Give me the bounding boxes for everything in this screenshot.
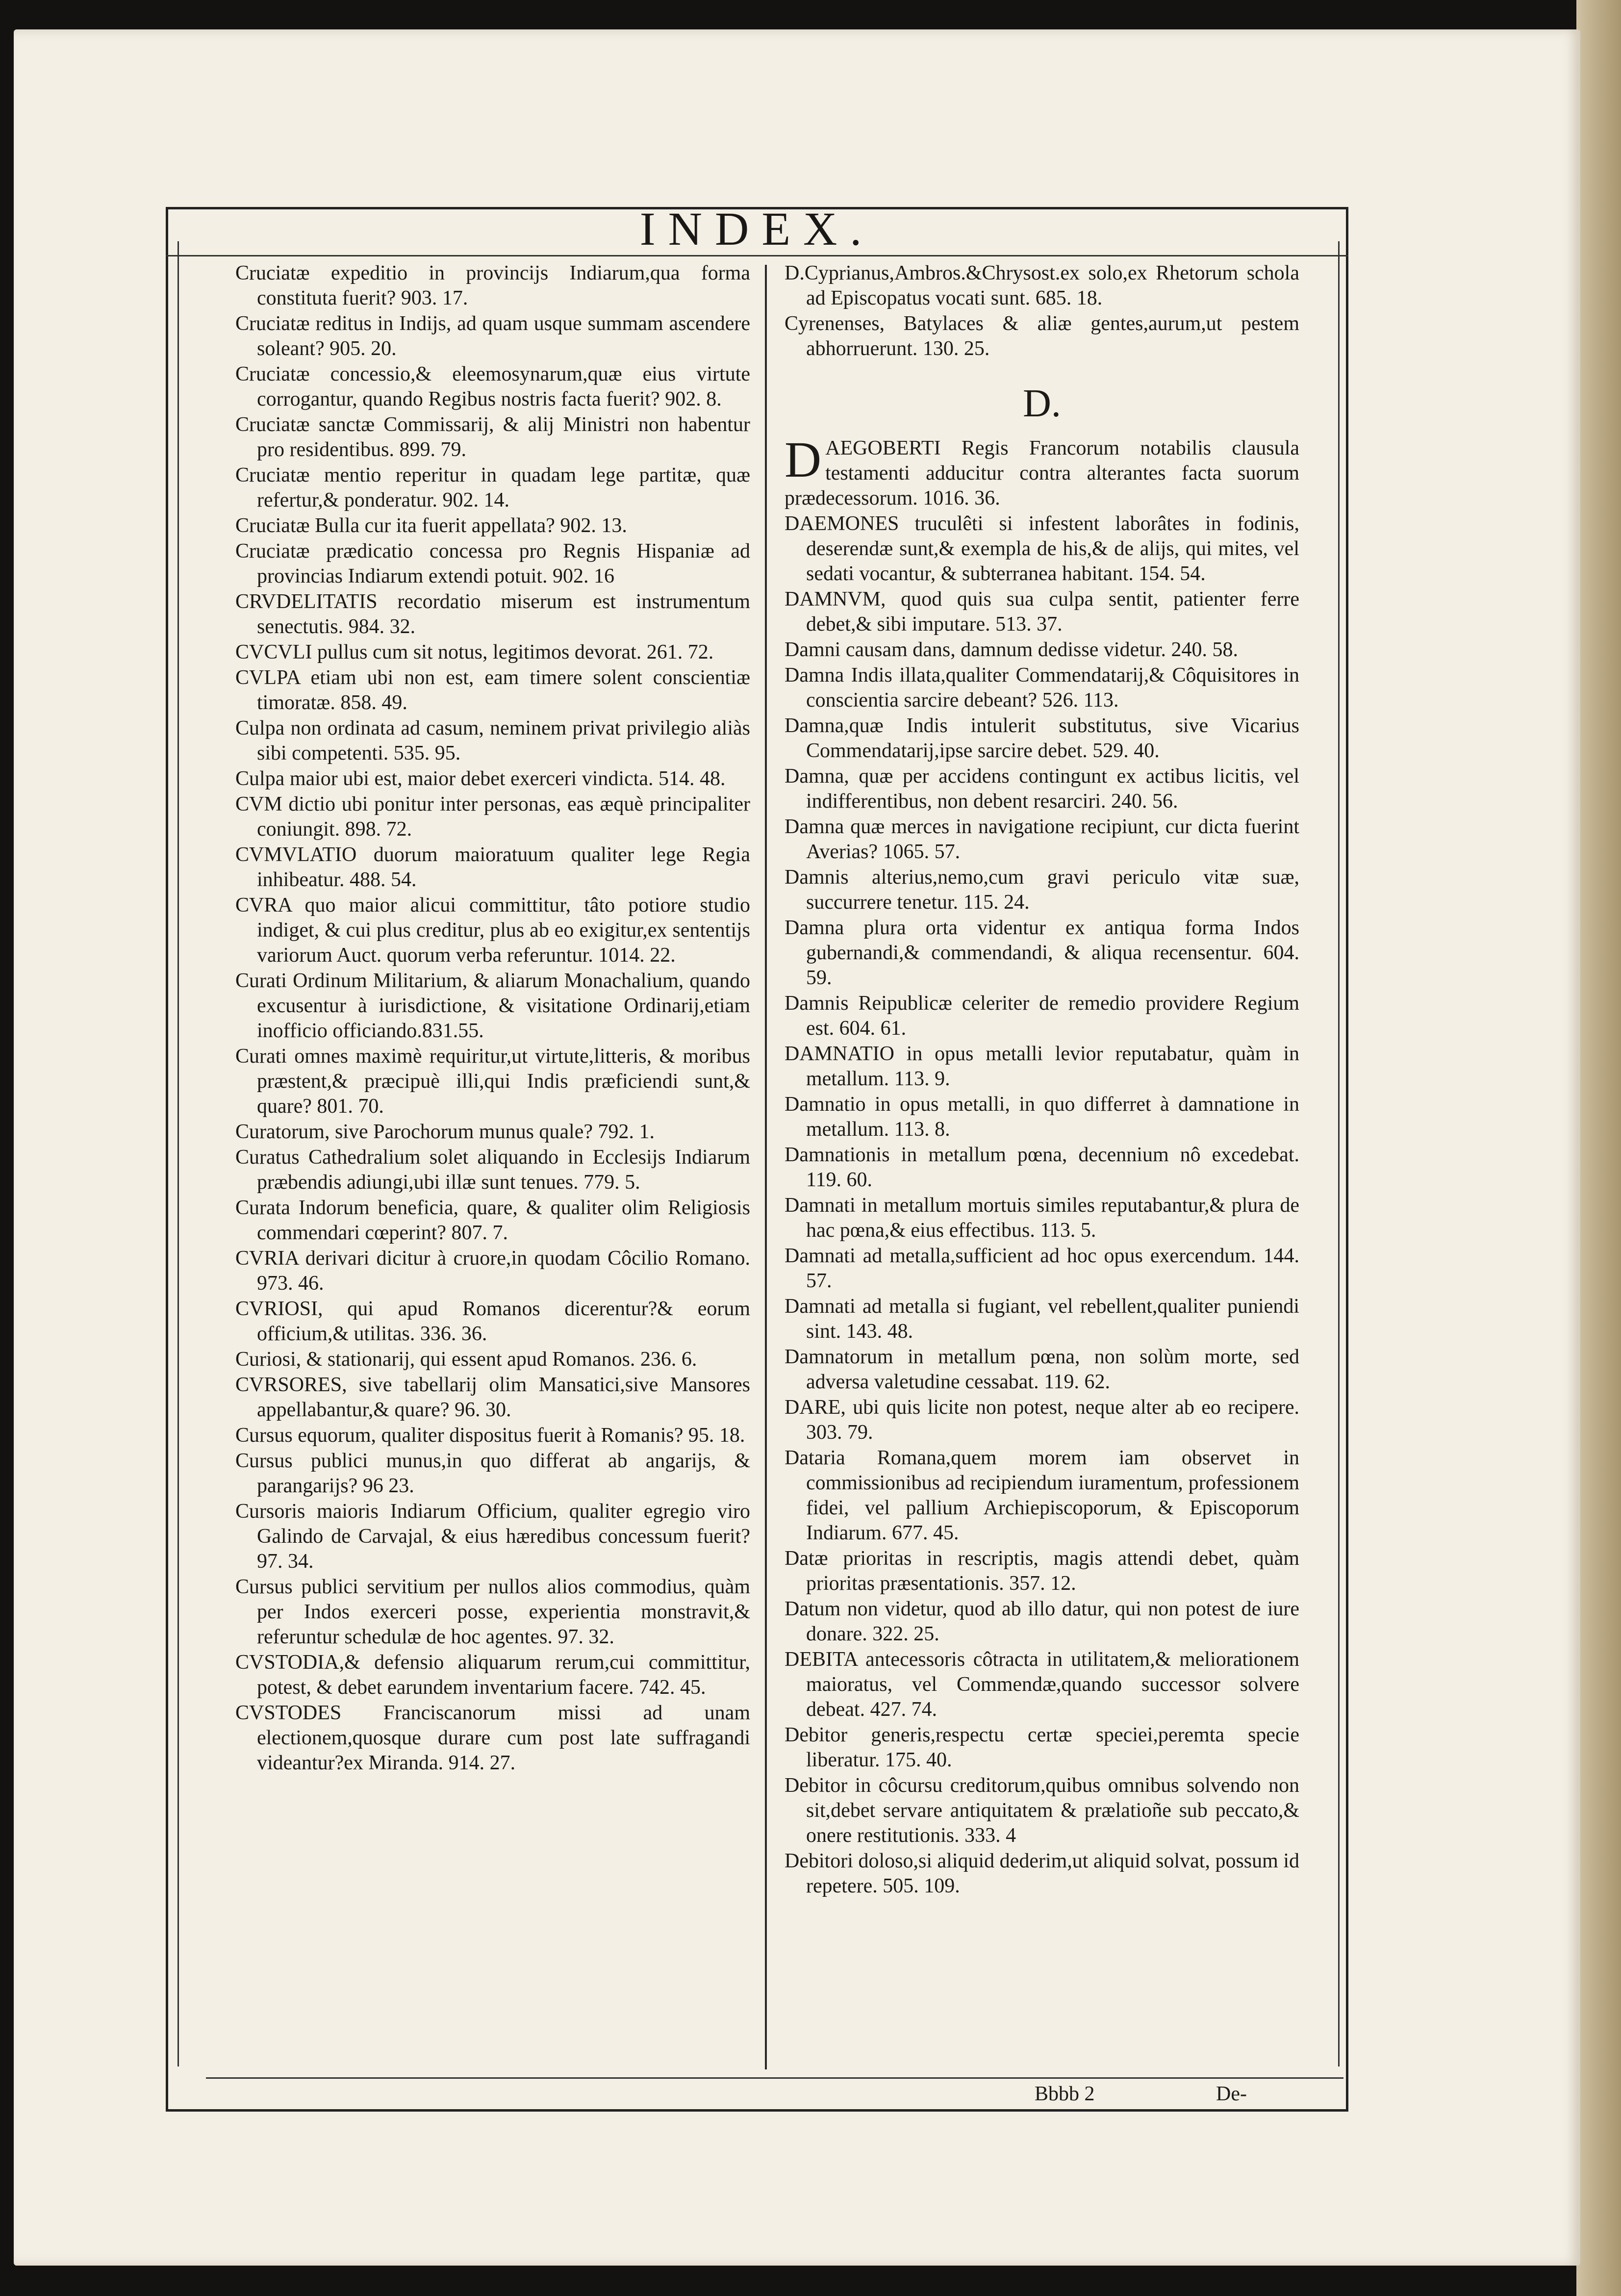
- index-entry: Debitor in côcursu creditorum,quibus omnibus solvendo non sit,debet servare antiquitatem & prælatioñe sub peccato,& onere restitutionis. 333. 4: [785, 1774, 1299, 1847]
- index-entry: Cursus equorum, qualiter dispositus fuerit à Romanis? 95. 18.: [235, 1424, 745, 1447]
- index-entry: Curati omnes maximè requiritur,ut virtute,litteris, & moribus præstent,& præcipuè illi,qui Indis præficiendi sunt,& quare? 801. 70.: [235, 1045, 750, 1118]
- index-entry: DARE, ubi quis licite non potest, neque alter ab eo recipere. 303. 79.: [785, 1396, 1299, 1444]
- signature-mark: Bbbb 2: [1035, 2083, 1095, 2105]
- index-entry: Curati Ordinum Militarium, & aliarum Monachalium, quando excusentur à iurisdictione, & visitatione Ordinarij,etiam inofficio officiando.831.55.: [235, 969, 750, 1042]
- index-entry: Damnati in metallum mortuis similes reputabantur,& plura de hac pœna,& eius effectibus. 113. 5.: [785, 1194, 1299, 1242]
- index-entry: Culpa maior ubi est, maior debet exerceri vindicta. 514. 48.: [235, 767, 726, 790]
- index-entry: Damna,quæ Indis intulerit substitutus, sive Vicarius Commendatarij,ipse sarcire debet. 529. 40.: [785, 714, 1299, 762]
- index-entry: CVRIOSI, qui apud Romanos dicerentur?& eorum officium,& utilitas. 336. 36.: [235, 1298, 750, 1345]
- page-title: INDEX.: [639, 203, 875, 255]
- index-entry: Cyrenenses, Batylaces & aliæ gentes,aurum,ut pestem abhorruerunt. 130. 25.: [785, 312, 1299, 360]
- index-entry: Damnationis in metallum pœna, decennium nô excedebat. 119. 60.: [785, 1144, 1299, 1191]
- column-divider: [765, 265, 767, 2069]
- index-entry: Datæ prioritas in rescriptis, magis attendi debet, quàm prioritas præsentationis. 357. 12.: [785, 1547, 1299, 1595]
- header-rule: [166, 255, 1348, 256]
- left-column: [235, 261, 750, 2075]
- section-letter: D.: [1023, 382, 1061, 425]
- index-entry: Curatorum, sive Parochorum munus quale? 792. 1.: [235, 1121, 655, 1143]
- index-entry: D.Cyprianus,Ambros.&Chrysost.ex solo,ex Rhetorum schola ad Episcopatus vocati sunt. 685. 18.: [785, 262, 1299, 309]
- index-entry: Datum non videtur, quod ab illo datur, qui non potest de iure donare. 322. 25.: [785, 1598, 1299, 1645]
- page-edge: [1576, 0, 1621, 2296]
- index-entry: CVSTODIA,& defensio aliquarum rerum,cui committitur, potest, & debet earundem inventarium facere. 742. 45.: [235, 1651, 750, 1699]
- index-entry: CVM dictio ubi ponitur inter personas, eas æquè principaliter coniungit. 898. 72.: [235, 793, 750, 841]
- index-entry: Damna Indis illata,qualiter Commendatarij,& Côquisitores in conscientia sarcire debeant? 526. 113.: [785, 664, 1299, 712]
- index-entry: Cursus publici servitium per nullos alios commodius, quàm per Indos exerceri posse, experientia monstravit,& referuntur schedulæ de hoc agentes. 97. 32.: [235, 1576, 750, 1648]
- index-entry: Damnati ad metalla si fugiant, vel rebellent,qualiter puniendi sint. 143. 48.: [785, 1295, 1299, 1343]
- index-entry: Cruciatæ Bulla cur ita fuerit appellata? 902. 13.: [235, 514, 627, 537]
- index-entry-first: [785, 432, 1299, 511]
- index-entry: DEBITA antecessoris côtracta in utilitatem,& meliorationem maioratus, vel Commendæ,quando successor solvere debeat. 427. 74.: [785, 1648, 1299, 1721]
- right-column: [785, 261, 1299, 2075]
- index-entry: Debitor generis,respectu certæ speciei,peremta specie liberatur. 175. 40.: [785, 1724, 1299, 1771]
- catchword: De-: [1216, 2083, 1247, 2105]
- index-entry: Cruciatæ mentio reperitur in quadam lege partitæ, quæ refertur,& ponderatur. 902. 14.: [235, 464, 750, 511]
- index-entry: Cursus publici munus,in quo differat ab angarijs, & parangarijs? 96 23.: [235, 1450, 750, 1497]
- index-entry: DAMNATIO in opus metalli levior reputabatur, quàm in metallum. 113. 9.: [785, 1043, 1299, 1090]
- index-entry: Damnatorum in metallum pœna, non solùm morte, sed adversa valetudine cessabat. 119. 62.: [785, 1346, 1299, 1393]
- index-entry: Damna quæ merces in navigatione recipiunt, cur dicta fuerint Averias? 1065. 57.: [785, 816, 1299, 863]
- index-entry: Cruciatæ expeditio in provincijs Indiarum,qua forma constituta fuerit? 903. 17.: [235, 262, 750, 309]
- index-entry: Cruciatæ concessio,& eleemosynarum,quæ eius virtute corrogantur, quando Regibus nostris facta fuerit? 902. 8.: [235, 363, 750, 410]
- index-entry: CVSTODES Franciscanorum missi ad unam electionem,quosque durare cum post late suffragandi videantur?ex Miranda. 914. 27.: [235, 1702, 750, 1774]
- index-entry: Damnatio in opus metalli, in quo differret à damnatione in metallum. 113. 8.: [785, 1093, 1299, 1141]
- index-entry: Curatus Cathedralium solet aliquando in Ecclesijs Indiarum præbendis adiungi,ubi illæ sunt tenues. 779. 5.: [235, 1146, 750, 1194]
- index-entry: CVMVLATIO duorum maioratuum qualiter lege Regia inhibeatur. 488. 54.: [235, 843, 750, 891]
- footer-rule: [206, 2077, 1343, 2079]
- index-entry: Cruciatæ prædicatio concessa pro Regnis Hispaniæ ad provincias Indiarum extendi potuit. 902. 16: [235, 540, 750, 587]
- drop-cap: D: [785, 432, 822, 488]
- index-entry: CVRA quo maior alicui committitur, tâto potiore studio indiget, & cui plus creditur, plus ab eo exigitur,ex sententijs variorum Auct. quorum verba referuntur. 1014. 22.: [235, 894, 750, 967]
- index-entry: Culpa non ordinata ad casum, neminem privat privilegio aliàs sibi competenti. 535. 95.: [235, 717, 750, 765]
- index-entry: Debitori doloso,si aliquid dederim,ut aliquid solvat, possum id repetere. 505. 109.: [785, 1850, 1299, 1897]
- index-entry: Cruciatæ sanctæ Commissarij, & alij Ministri non habentur pro residentibus. 899. 79.: [235, 413, 750, 461]
- first-entry-text: AEGOBERTI Regis Francorum notabilis clausula testamenti adducitur contra alterantes facta suorum prædecessorum. 1016. 36.: [785, 437, 1299, 510]
- index-entry: CVRSORES, sive tabellarij olim Mansatici,sive Mansores appellabantur,& quare? 96. 30.: [235, 1374, 750, 1421]
- index-entry: Damna, quæ per accidens contingunt ex actibus licitis, vel indifferentibus, non debent resarciri. 240. 56.: [785, 765, 1299, 813]
- index-entry: CVLPA etiam ubi non est, eam timere solent conscientiæ timoratæ. 858. 49.: [235, 666, 750, 714]
- index-entry: Curata Indorum beneficia, quare, & qualiter olim Religiosis commendari cœperint? 807. 7.: [235, 1197, 750, 1244]
- index-entry: Damnis Reipublicæ celeriter de remedio providere Regium est. 604. 61.: [785, 992, 1299, 1040]
- index-entry: Damni causam dans, damnum dedisse videtur. 240. 58.: [785, 638, 1239, 661]
- index-entry: DAMNVM, quod quis sua culpa sentit, patienter ferre debet,& sibi imputare. 513. 37.: [785, 588, 1299, 636]
- index-entry: CVRIA derivari dicitur à cruore,in quodam Côcilio Romano. 973. 46.: [235, 1247, 750, 1295]
- index-entry: CRVDELITATIS recordatio miserum est instrumentum senectutis. 984. 32.: [235, 590, 750, 638]
- index-entry: Cursoris maioris Indiarum Officium, qualiter egregio viro Galindo de Carvajal, & eius hæredibus concessum fuerit? 97. 34.: [235, 1500, 750, 1573]
- index-entry: CVCVLI pullus cum sit notus, legitimos devorat. 261. 72.: [235, 641, 714, 663]
- index-entry: Damna plura orta videntur ex antiqua forma Indos gubernandi,& commendandi, & aliqua recensentur. 604. 59.: [785, 917, 1299, 989]
- index-entry: Curiosi, & stationarij, qui essent apud Romanos. 236. 6.: [235, 1348, 697, 1371]
- index-entry: Cruciatæ reditus in Indijs, ad quam usque summam ascendere soleant? 905. 20.: [235, 312, 750, 360]
- index-entry: Dataria Romana,quem morem iam observet in commissionibus ad recipiendum iuramentum, professionem fidei, vel pallium Archiepiscoporum, & Episcoporum Indiarum. 677. 45.: [785, 1447, 1299, 1544]
- index-entry: Damnis alterius,nemo,cum gravi periculo vitæ suæ, succurrere tenetur. 115. 24.: [785, 866, 1299, 914]
- index-entry: Damnati ad metalla,sufficient ad hoc opus exercendum. 144. 57.: [785, 1245, 1299, 1292]
- index-entry: DAEMONES truculêti si infestent laborâtes in fodinis, deserendæ sunt,& exempla de his,& de alijs, qui mites, vel sedati vocantur, & subterranea habitant. 154. 54.: [785, 512, 1299, 585]
